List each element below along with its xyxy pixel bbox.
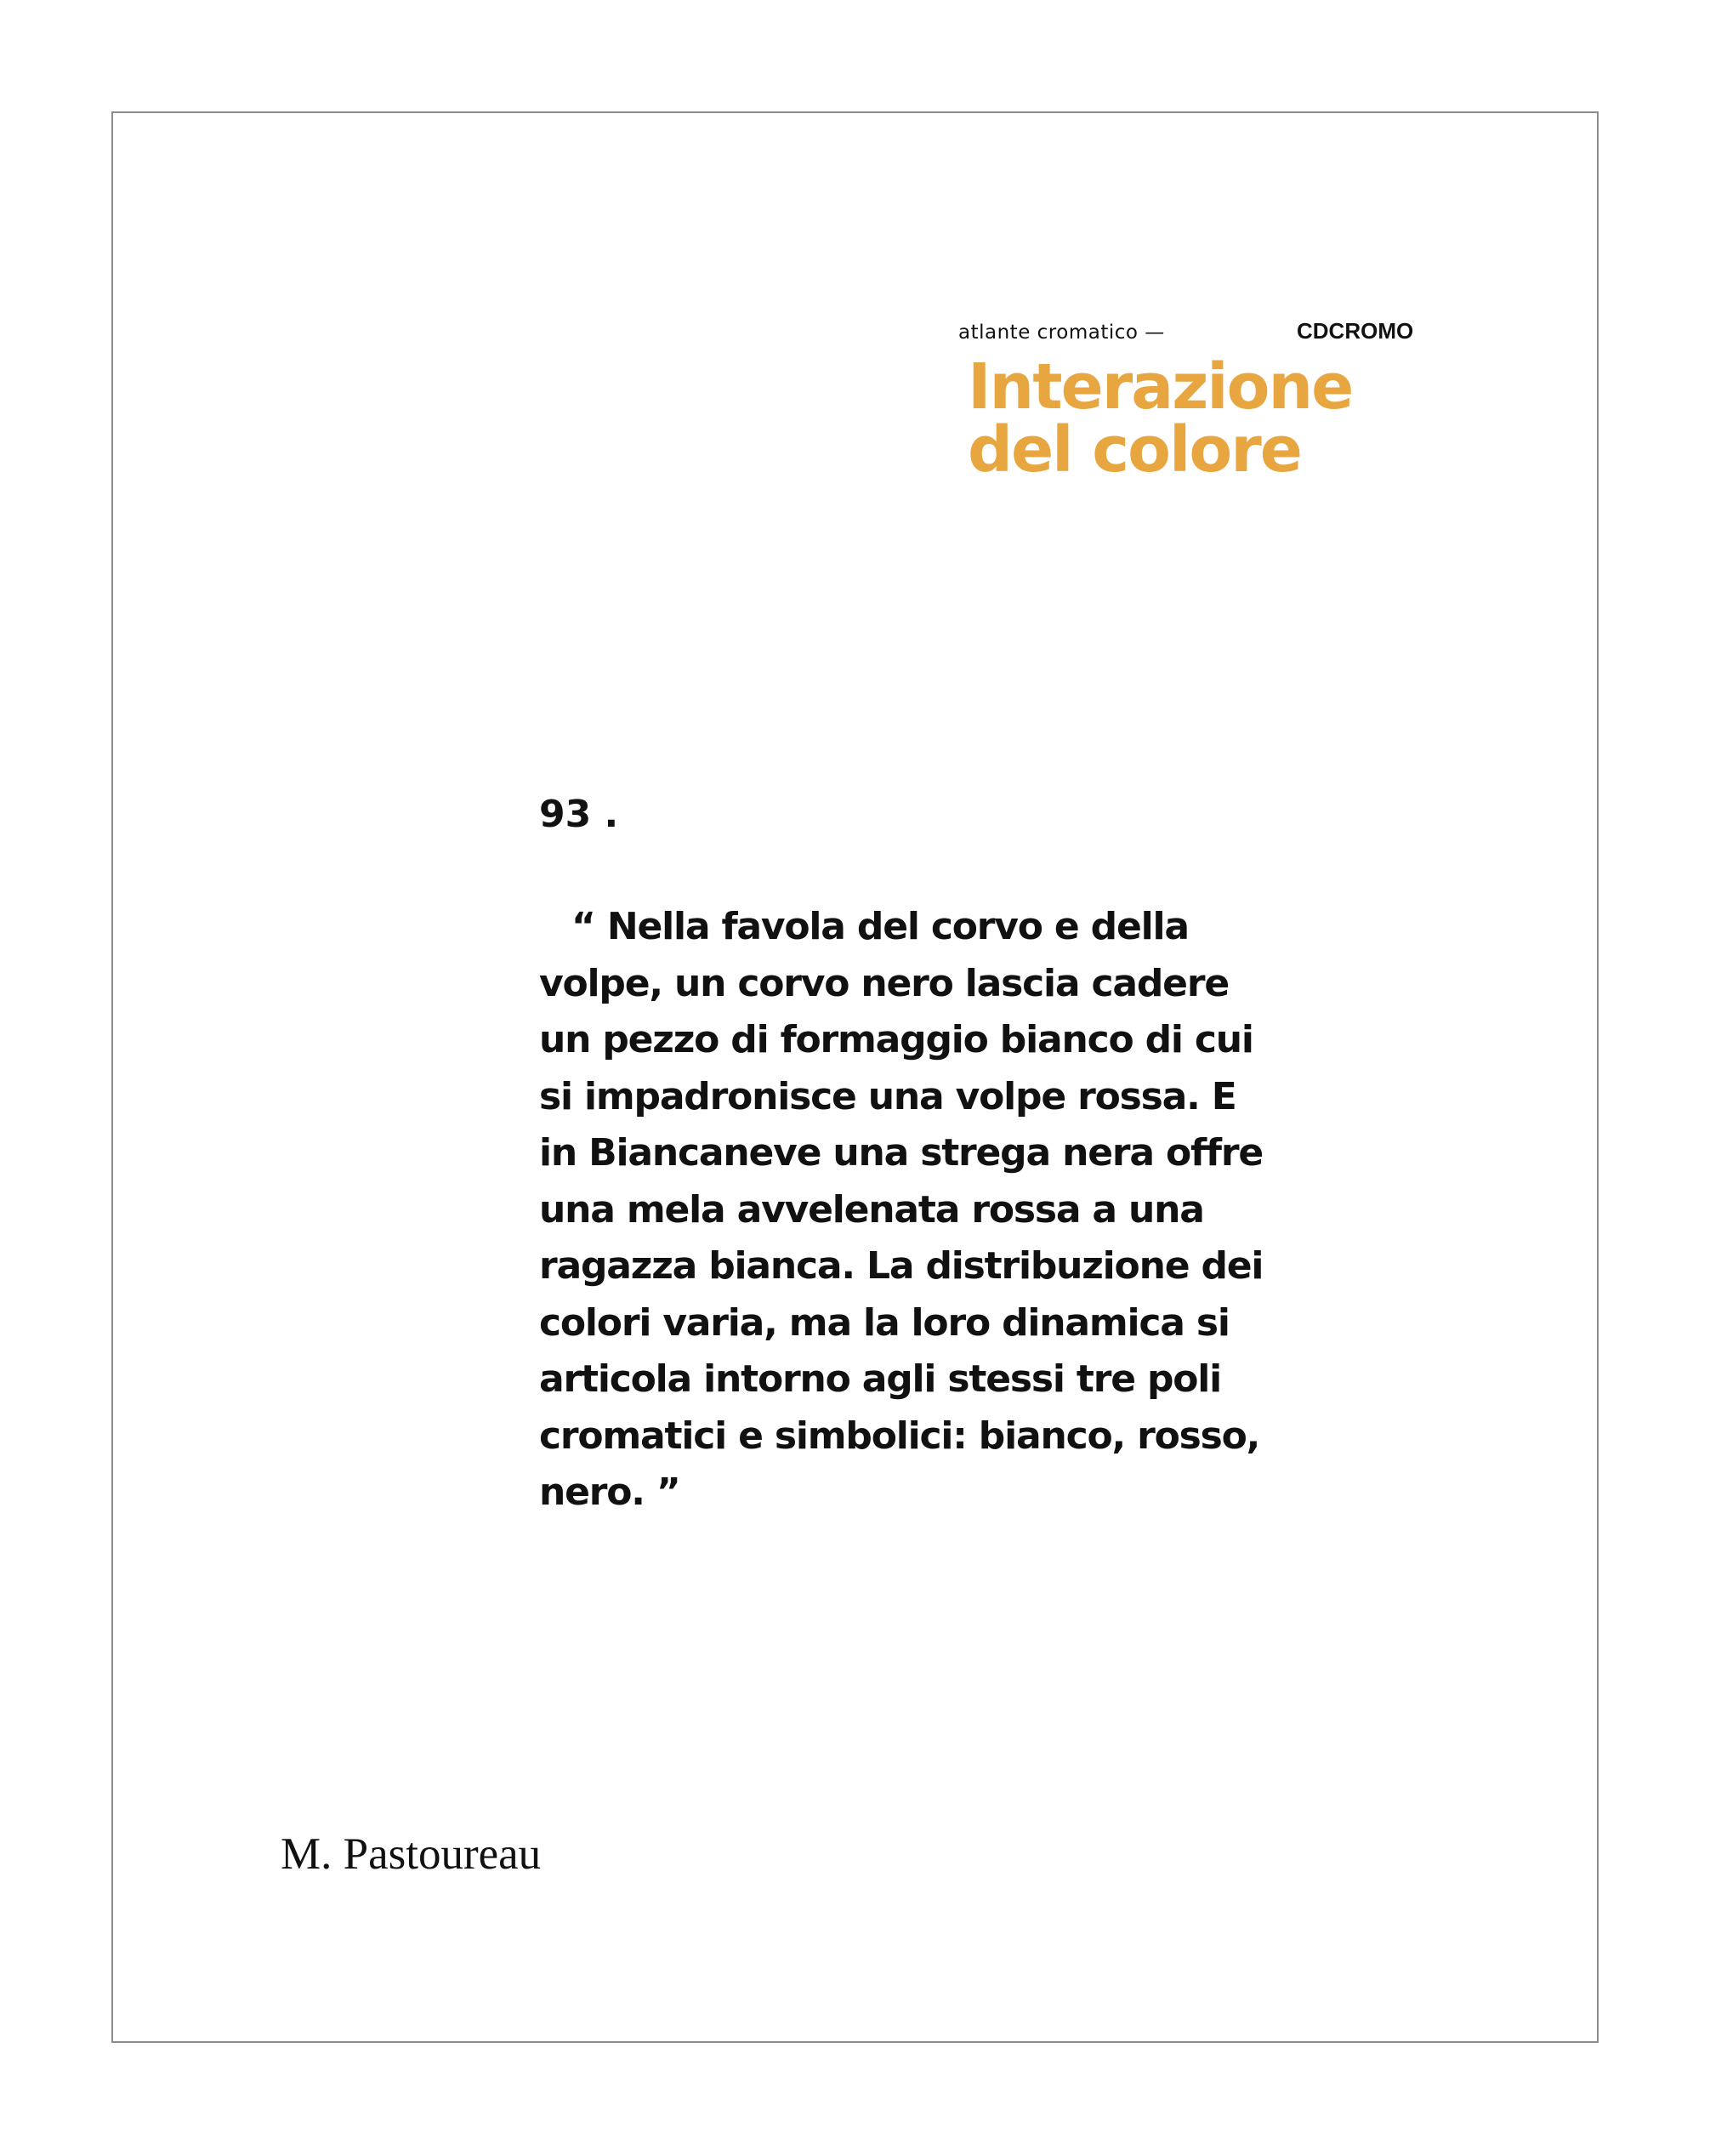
quote-line: cromatici e simbolici: bianco, rosso, [539,1414,1260,1458]
page-title [968,350,1444,486]
quote-line: articola intorno agli stessi tre poli [539,1357,1222,1401]
quote-line: “ Nella favola del corvo e della [571,905,1189,948]
quote-line: in Biancaneve una strega nera offre [539,1131,1263,1175]
title-line-2: del colore [968,413,1301,486]
series-label: atlante cromatico — [958,321,1165,344]
quote-line: una mela avvelenata rossa a una [539,1187,1204,1232]
quote-line: ragazza bianca. La distribuzione dei [539,1244,1264,1288]
title-line-1: Interazione [968,350,1353,424]
author-name: M. Pastoureau [281,1829,542,1879]
quote-line: si impadronisce una volpe rossa. E [539,1074,1236,1118]
entry-number: 93 . [539,793,619,836]
quote-line: volpe, un corvo nero lascia cadere [539,961,1229,1005]
brand-name: CDCROMO [1297,318,1414,344]
quote-line: colori varia, ma la loro dinamica si [539,1300,1230,1345]
quote-line: nero. ” [539,1471,680,1514]
quote-line: un pezzo di formaggio bianco di cui [539,1018,1253,1061]
quote-text [539,899,1279,1522]
